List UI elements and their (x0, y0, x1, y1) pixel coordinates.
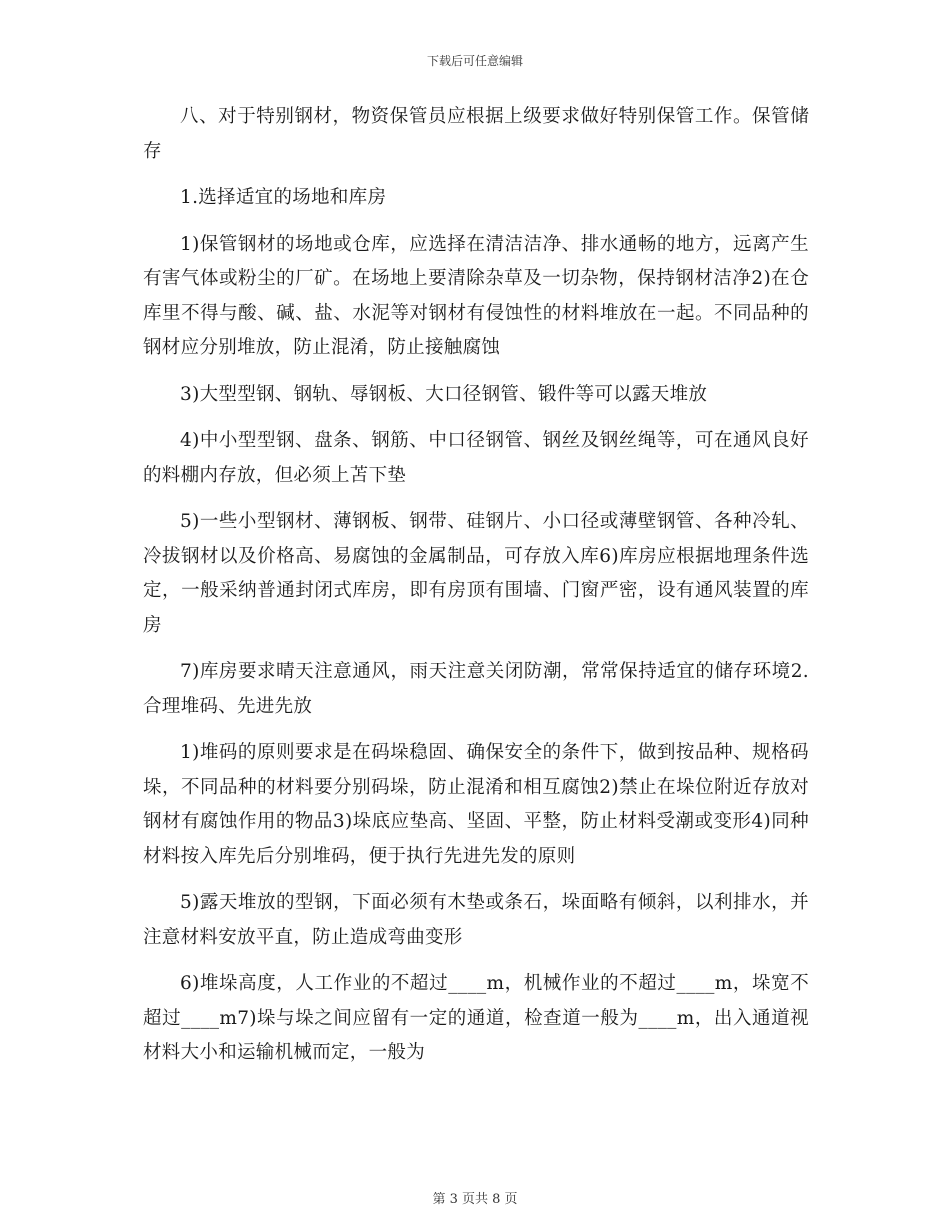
paragraph-2: 1.选择适宜的场地和库房 (180, 187, 387, 208)
page-footer: 第 3 页共 8 页 (432, 1192, 518, 1207)
paragraph-6: 5)一些小型钢材、薄钢板、钢带、硅钢片、小口径或薄壁钢管、各种冷轧、冷拔钢材以及价格高、易腐蚀的金属制品，可存放入库6)库房应根据地理条件选定，一般采纳普通封闭式库房，即有房顶有围墙、门窗严密，设有通风装置的库房 (143, 511, 809, 636)
document-body (143, 100, 809, 1071)
paragraph-5: 4)中小型型钢、盘条、钢筋、中口径钢管、钢丝及钢丝绳等，可在通风良好的料棚内存放，但必须上苫下垫 (143, 430, 809, 486)
page-header: 下载后可任意编辑 (426, 54, 523, 68)
paragraph-3: 1)保管钢材的场地或仓库，应选择在清洁洁净、排水通畅的地方，远离产生有害气体或粉尘的厂矿。在场地上要清除杂草及一切杂物，保持钢材洁净2)在仓库里不得与酸、碱、盐、水泥等对钢材有侵蚀性的材料堆放在一起。不同品种的钢材应分别堆放，防止混淆，防止接触腐蚀 (143, 233, 809, 358)
paragraph-4: 3)大型型钢、钢轨、辱钢板、大口径钢管、锻件等可以露天堆放 (180, 383, 708, 405)
paragraph-8: 1)堆码的原则要求是在码垛稳固、确保安全的条件下，做到按品种、规格码垛，不同品种的材料要分别码垛，防止混淆和相互腐蚀2)禁止在垛位附近存放对钢材有腐蚀作用的物品3)垛底应垫高、坚固、平整，防止材料受潮或变形4)同种材料按入库先后分别堆码，便于执行先进先发的原则 (143, 742, 809, 867)
paragraph-9: 5)露天堆放的型钢，下面必须有木垫或条石，垛面略有倾斜，以利排水，并注意材料安放平直，防止造成弯曲变形 (143, 892, 809, 948)
paragraph-1: 八、对于特别钢材，物资保管员应根据上级要求做好特别保管工作。保管储存 (143, 106, 809, 162)
paragraph-7: 7)库房要求晴天注意通风，雨天注意关闭防潮，常常保持适宜的储存环境2.合理堆码、先进先放 (143, 661, 809, 717)
paragraph-10: 6)堆垛高度，人工作业的不超过____m，机械作业的不超过____m，垛宽不超过____m7)垛与垛之间应留有一定的通道，检查道一般为____m，出入通道视材料大小和运输机械而定，一般为 (143, 973, 809, 1063)
